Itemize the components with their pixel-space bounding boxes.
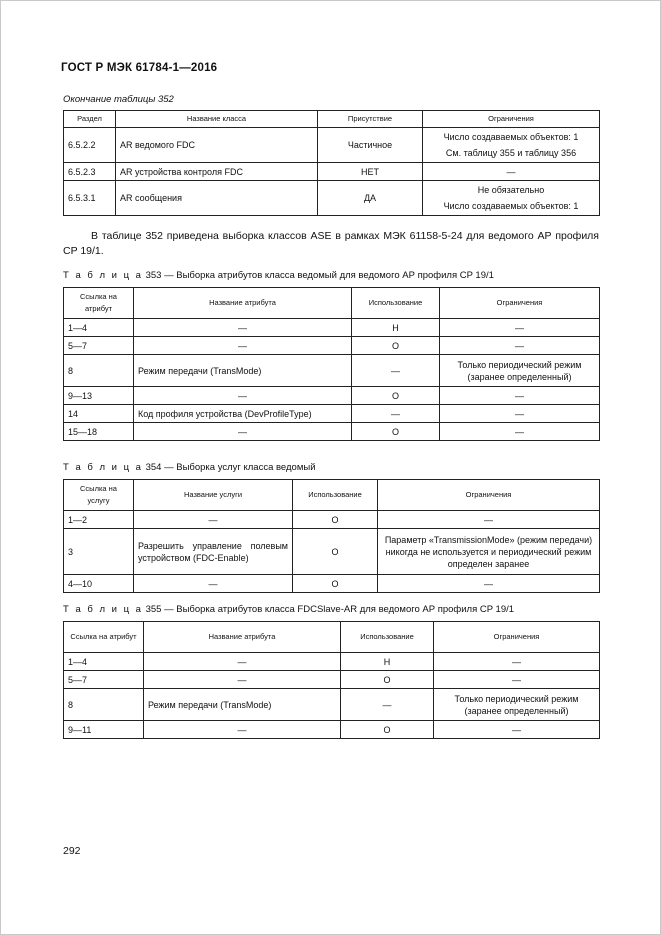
cell-name: — <box>134 319 352 337</box>
column-header: Ограничения <box>423 111 600 128</box>
column-header: Название атрибута <box>144 622 341 653</box>
limit-line: Не обязательно <box>477 185 545 195</box>
cell-name: — <box>144 671 341 689</box>
cell-usage: О <box>352 387 440 405</box>
cell-ref: 3 <box>64 529 134 575</box>
cell-name: — <box>134 337 352 355</box>
cell-usage: О <box>293 529 378 575</box>
column-header: Название класса <box>116 111 318 128</box>
cell-ref: 1—2 <box>64 511 134 529</box>
column-header: Название атрибута <box>134 288 352 319</box>
limit-line: Число создаваемых объектов: 1 <box>443 201 579 211</box>
table-row <box>64 721 600 739</box>
cell-name: — <box>134 511 293 529</box>
cell-section: 6.5.2.2 <box>64 128 116 163</box>
cell-usage: О <box>352 423 440 441</box>
table-header-row <box>64 480 600 511</box>
cell-usage: — <box>352 355 440 387</box>
table-header-row <box>64 288 600 319</box>
cell-name: — <box>134 575 293 593</box>
cell-presence: НЕТ <box>318 163 423 181</box>
cell-limit: — <box>440 405 600 423</box>
table-row <box>64 689 600 721</box>
cell-presence: ДА <box>318 181 423 216</box>
table-row <box>64 337 600 355</box>
table-353 <box>63 287 600 441</box>
table-354 <box>63 479 600 593</box>
cell-limit: — <box>440 423 600 441</box>
table-label: Т а б л и ц а <box>63 270 143 281</box>
cell-class-name: AR ведомого FDC <box>116 128 318 163</box>
table-row <box>64 405 600 423</box>
table-row <box>64 319 600 337</box>
cell-name: — <box>134 387 352 405</box>
cell-limit: — <box>440 319 600 337</box>
table-header-row <box>64 111 600 128</box>
column-header: Ограничения <box>378 480 600 511</box>
cell-name: — <box>144 653 341 671</box>
cell-section: 6.5.3.1 <box>64 181 116 216</box>
cell-usage: О <box>341 671 434 689</box>
table-353-caption <box>63 270 494 281</box>
cell-usage: О <box>352 337 440 355</box>
cell-name: Разрешить управление полевым устройством (FDC-Enable) <box>134 529 293 575</box>
column-header: Название услуги <box>134 480 293 511</box>
cell-name: Режим передачи (TransMode) <box>144 689 341 721</box>
column-header: Ссылка на услугу <box>64 480 134 511</box>
table-row <box>64 511 600 529</box>
body-paragraph: В таблице 352 приведена выборка классов ASE в рамках МЭК 61158-5-24 для ведомого АР профиля CP 19/1. <box>63 230 599 257</box>
table-352 <box>63 110 600 216</box>
cell-class-name: AR устройства контроля FDC <box>116 163 318 181</box>
cell-usage: Н <box>341 653 434 671</box>
cell-limit: Параметр «TransmissionMode» (режим передачи) никогда не используется и периодический режим определен заранее <box>378 529 600 575</box>
cell-usage: Н <box>352 319 440 337</box>
table-title: — Выборка атрибутов класса FDCSlave-AR для ведомого АР профиля CP 19/1 <box>164 604 515 615</box>
cell-ref: 5—7 <box>64 337 134 355</box>
table-title: — Выборка атрибутов класса ведомый для ведомого АР профиля CP 19/1 <box>164 270 494 281</box>
table-355-caption <box>63 604 514 615</box>
cell-usage: О <box>293 575 378 593</box>
cell-usage: — <box>341 689 434 721</box>
cell-name: — <box>134 423 352 441</box>
cell-limit: — <box>440 387 600 405</box>
limit-line: Число создаваемых объектов: 1 <box>443 132 579 142</box>
table-355 <box>63 621 600 739</box>
cell-limits <box>423 181 600 216</box>
cell-usage: О <box>293 511 378 529</box>
table-number: 355 <box>145 604 162 615</box>
column-header: Раздел <box>64 111 116 128</box>
table-row <box>64 575 600 593</box>
cell-name: Код профиля устройства (DevProfileType) <box>134 405 352 423</box>
page-number: 292 <box>63 845 81 857</box>
cell-limit: — <box>434 653 600 671</box>
cell-ref: 8 <box>64 355 134 387</box>
table-row <box>64 387 600 405</box>
table-label: Т а б л и ц а <box>63 604 143 615</box>
column-header: Использование <box>352 288 440 319</box>
table-title: — Выборка услуг класса ведомый <box>164 462 316 473</box>
table-row <box>64 181 600 216</box>
table-row <box>64 653 600 671</box>
cell-ref: 8 <box>64 689 144 721</box>
cell-presence: Частичное <box>318 128 423 163</box>
cell-limit: — <box>378 511 600 529</box>
limit-line: См. таблицу 355 и таблицу 356 <box>445 148 577 158</box>
table-label: Т а б л и ц а <box>63 462 143 473</box>
table-row <box>64 423 600 441</box>
cell-ref: 9—11 <box>64 721 144 739</box>
cell-usage: О <box>341 721 434 739</box>
cell-ref: 5—7 <box>64 671 144 689</box>
cell-section: 6.5.2.3 <box>64 163 116 181</box>
table-row <box>64 163 600 181</box>
cell-limits <box>423 128 600 163</box>
cell-ref: 14 <box>64 405 134 423</box>
table-number: 353 <box>145 270 162 281</box>
cell-ref: 15—18 <box>64 423 134 441</box>
cell-limit: — <box>440 337 600 355</box>
cell-ref: 9—13 <box>64 387 134 405</box>
cell-class-name: AR сообщения <box>116 181 318 216</box>
cell-limit: — <box>378 575 600 593</box>
cell-limit: Только периодический режим (заранее определенный) <box>440 355 600 387</box>
column-header: Использование <box>341 622 434 653</box>
cell-ref: 1—4 <box>64 319 134 337</box>
cell-name: Режим передачи (TransMode) <box>134 355 352 387</box>
table-354-caption <box>63 462 316 473</box>
table-row <box>64 671 600 689</box>
cell-limit: — <box>434 721 600 739</box>
table-row <box>64 529 600 575</box>
column-header: Использование <box>293 480 378 511</box>
column-header: Ссылка на атрибут <box>64 622 144 653</box>
cell-ref: 4—10 <box>64 575 134 593</box>
cell-usage: — <box>352 405 440 423</box>
cell-ref: 1—4 <box>64 653 144 671</box>
table-row <box>64 355 600 387</box>
cell-name: — <box>144 721 341 739</box>
column-header: Ограничения <box>440 288 600 319</box>
cell-limit: — <box>434 671 600 689</box>
document-header: ГОСТ Р МЭК 61784-1—2016 <box>61 62 218 74</box>
column-header: Присутствие <box>318 111 423 128</box>
cell-limits: — <box>423 163 600 181</box>
table-header-row <box>64 622 600 653</box>
table-row <box>64 128 600 163</box>
column-header: Ссылка на атрибут <box>64 288 134 319</box>
table-352-caption: Окончание таблицы 352 <box>63 94 174 105</box>
cell-limit: Только периодический режим (заранее определенный) <box>434 689 600 721</box>
table-number: 354 <box>145 462 162 473</box>
column-header: Ограничения <box>434 622 600 653</box>
